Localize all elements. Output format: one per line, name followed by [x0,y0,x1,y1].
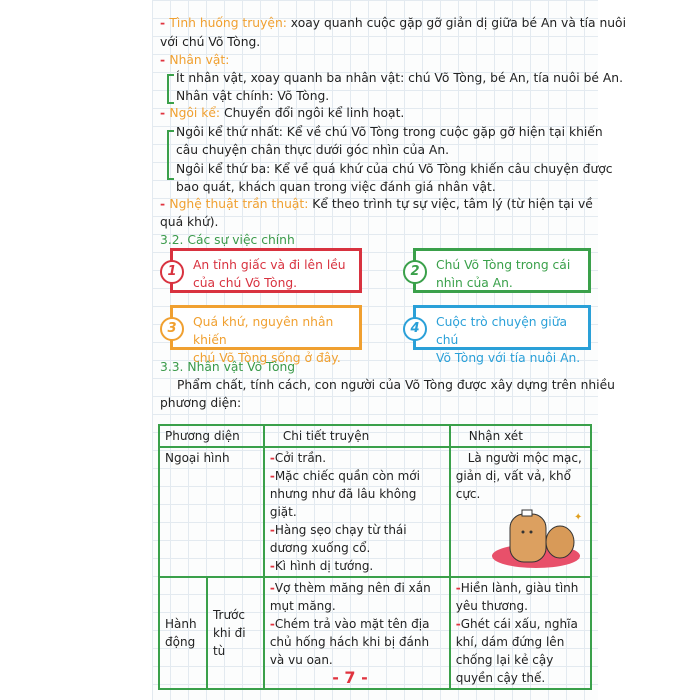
comment-cell [450,447,591,577]
text: xoay quanh cuộc gặp gỡ giản dị giữa bé An và tía nuôi [286,16,626,30]
label: Nghệ thuật trần thuật: [169,197,309,211]
text: phương diện: [160,396,242,410]
event-box-1 [167,248,362,293]
number-badge: 1 [160,260,184,284]
aspect-cell: Hành động [159,577,207,689]
detail-item: -Chém trả vào mặt tên địa chủ hống hách khi bị đánh và vu oan. [269,617,430,667]
detail-item: -Kì hình dị tướng. [269,559,374,573]
comment: Là người mộc mạc, giản dị, vất vả, khổ cực. [455,451,582,501]
number-badge: 4 [403,317,427,341]
text: Ngôi kể thứ nhất: Kể về chú Võ Tòng trong cuộc gặp gỡ hiện tại khiến [176,125,603,139]
text: Ít nhân vật, xoay quanh ba nhân vật: chú Võ Tòng, bé An, tía nuôi bé An. [176,71,623,85]
event-box-4 [410,305,591,365]
sub-aspect-cell: Trước khi đi tù [207,577,264,689]
event-box-2 [410,248,591,293]
details-cell [264,447,450,577]
text: chú Võ Tòng sống ở đây. [193,351,341,365]
text: quá khứ). [160,215,219,229]
art-line: - Nghệ thuật trần thuật: Kể theo trình tự sự việc, tâm lý (từ hiện tại về [160,197,593,211]
pov-line: - Ngôi kể: Chuyển đổi ngôi kể linh hoạt. [160,106,405,120]
table-header [159,425,591,447]
label: Nhân vật: [169,53,230,67]
detail-item: -Hàng sẹo chạy từ thái dương xuống cổ. [269,523,407,555]
detail-item: -Vợ thèm măng nên đi xắn mụt măng. [269,581,431,613]
header-cell: Phương diện [159,425,264,447]
text: câu chuyện chân thực dưới góc nhìn của An. [176,143,450,157]
bracket [167,130,174,180]
text: Cuộc trò chuyện giữa chú [436,315,568,347]
text: Võ Tòng với tía nuôi An. [436,351,581,365]
situation-line: - Tình huống truyện: xoay quanh cuộc gặp gỡ giản dị giữa bé An và tía nuôi [160,16,626,30]
detail-item: -Cởi trần. [269,451,327,465]
header-cell: Chi tiết truyện [264,425,450,447]
detail-item: -Mặc chiếc quần còn mới nhưng như đã lâu không giặt. [269,469,420,519]
character-table [158,424,592,690]
text: Phẩm chất, tính cách, con người của Võ Tòng được xây dựng trên nhiều [177,378,615,392]
comment-item: -Ghét cái xấu, nghĩa khí, dám đứng lên chống lại kẻ cậy quyền cậy thế. [455,617,578,685]
text: Quá khứ, nguyên nhân khiến [193,315,334,347]
text: Nhân vật chính: Võ Tòng. [176,89,330,103]
characters-line: - Nhân vật: [160,53,230,67]
header-cell: Nhận xét [450,425,591,447]
number-badge: 3 [160,317,184,341]
section-heading: 3.2. Các sự việc chính [160,233,295,247]
text: với chú Võ Tòng. [160,35,261,49]
text: Kể theo trình tự sự việc, tâm lý (từ hiện tại về [308,197,593,211]
comment-item: -Hiền lành, giàu tình yêu thương. [455,581,579,613]
aspect-cell: Ngoại hình [159,447,264,577]
text: Chuyển đổi ngôi kể linh hoạt. [220,106,405,120]
event-box-3 [167,305,362,365]
text: của chú Võ Tòng. [193,276,298,290]
label: Ngôi kể: [169,106,221,120]
text: Chú Võ Tòng trong cái [436,258,571,272]
svg-text:✦: ✦ [574,512,582,523]
text: An tỉnh giấc và đi lên lều [193,258,346,272]
section-heading: 3.3. Nhân vật Võ Tòng [160,360,296,374]
page-number: - 7 - [332,668,368,687]
label: Tình huống truyện: [169,16,287,30]
text: bao quát, khách quan trong việc đánh giá nhân vật. [176,180,496,194]
table-row [159,447,591,577]
text: Ngôi kể thứ ba: Kể về quá khứ của chú Võ Tòng khiến câu chuyện được [176,162,613,176]
number-badge: 2 [403,260,427,284]
text: nhìn của An. [436,276,513,290]
bracket [167,74,174,104]
bear-illustration [490,508,582,570]
